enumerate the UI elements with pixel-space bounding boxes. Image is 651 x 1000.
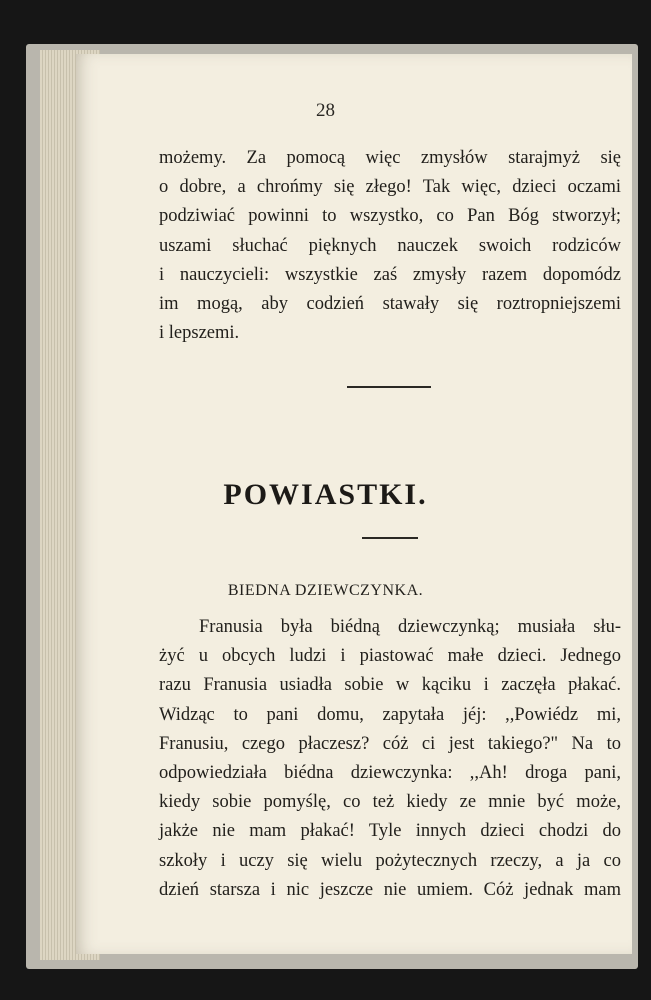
page-number: 28: [316, 100, 335, 121]
text-line: podziwiać powinni to wszystko, co Pan Bóg stworzył;: [159, 206, 621, 227]
text-line: i lepszemi.: [159, 323, 240, 344]
text-line: razu Franusia usiadła sobie w kąciku i zaczęła płakać.: [159, 675, 621, 696]
text-line: im mogą, aby codzień stawały się roztropniejszemi: [159, 294, 621, 315]
text-line: o dobre, a chrońmy się złego! Tak więc, dzieci oczami: [159, 177, 621, 198]
text-line: kiedy sobie pomyślę, co też kiedy ze mnie być może,: [159, 792, 621, 813]
text-line: i nauczycieli: wszystkie zaś zmysły razem dopomódz: [159, 264, 621, 285]
section-title: POWIASTKI.: [223, 478, 428, 511]
text-line: dzień starsza i nic jeszcze nie umiem. Cóż jednak mam: [159, 879, 621, 900]
text-line: Franusiu, czego płaczesz? cóż ci jest takiego?" Na to: [159, 733, 621, 754]
text-line: żyć u obcych ludzi i piastować małe dzieci. Jednego: [159, 646, 621, 667]
text-line: uszami słuchać pięknych nauczek swoich rodziców: [159, 235, 621, 256]
text-line: szkoły i uczy się wielu pożytecznych rzeczy, a ja co: [159, 850, 621, 871]
story-paragraph: [159, 613, 621, 905]
text-line: możemy. Za pomocą więc zmysłów starajmyż się: [159, 148, 621, 168]
text-line: Widząc to pani domu, zapytała jéj: ,,Powiédz mi,: [159, 704, 621, 725]
story-title: BIEDNA DZIEWCZYNKA.: [227, 582, 424, 599]
divider-rule: [347, 386, 431, 388]
text-line: jakże nie mam płakać! Tyle innych dzieci chodzi do: [159, 821, 621, 842]
divider-rule-small: [362, 537, 418, 539]
text-line: Franusia była biédną dziewczynką; musiała słu-: [199, 617, 621, 637]
text-line: odpowiedziała biédna dziewczynka: ,,Ah! droga pani,: [159, 763, 621, 784]
intro-paragraph: [159, 144, 621, 348]
